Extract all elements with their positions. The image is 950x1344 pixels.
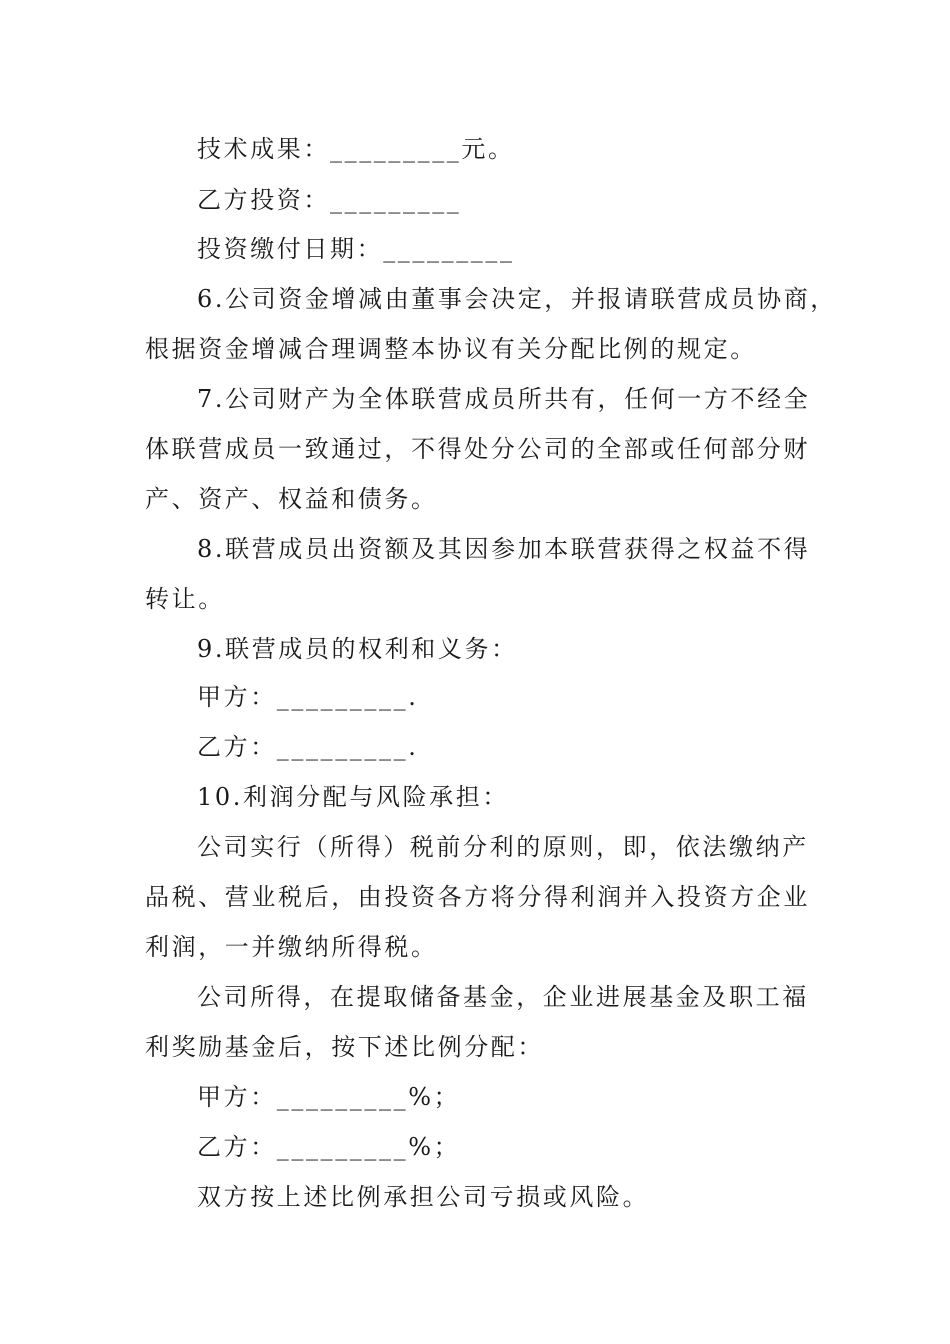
text-line-clause-7-cont: 产、资产、权益和债务。: [145, 485, 438, 513]
text-line-clause-10: 10.利润分配与风险承担：: [197, 783, 509, 811]
text-line-profit-principle: 公司实行（所得）税前分利的原则，即，依法缴纳产: [197, 833, 809, 861]
text-line-clause-8: 8.联营成员出资额及其因参加本联营获得之权益不得: [197, 535, 811, 563]
text-line-clause-6: 6.公司资金增减由董事会决定，并报请联营成员协商，: [197, 285, 837, 313]
text-line-payment-date: 投资缴付日期：_________: [197, 235, 515, 263]
text-line-clause-6-cont: 根据资金增减合理调整本协议有关分配比例的规定。: [145, 335, 757, 363]
text-line-party-b-rights: 乙方：_________.: [197, 733, 419, 761]
text-line-party-b-ratio: 乙方：_________%；: [197, 1133, 461, 1161]
text-line-tech-results: 技术成果：_________元。: [197, 135, 515, 163]
text-line-clause-8-cont: 转让。: [145, 585, 225, 613]
text-line-loss-sharing: 双方按上述比例承担公司亏损或风险。: [197, 1183, 650, 1211]
text-line-profit-principle-cont: 品税、营业税后，由投资各方将分得利润并入投资方企业: [145, 883, 810, 911]
text-line-profit-principle-cont: 利润，一并缴纳所得税。: [145, 933, 438, 961]
text-line-party-a-rights: 甲方：_________.: [197, 683, 419, 711]
text-line-profit-distribution: 公司所得，在提取储备基金，企业进展基金及职工福: [197, 983, 809, 1011]
text-line-clause-7-cont: 体联营成员一致通过，不得处分公司的全部或任何部分财: [145, 435, 810, 463]
text-line-clause-7: 7.公司财产为全体联营成员所共有，任何一方不经全: [197, 385, 811, 413]
text-line-clause-9: 9.联营成员的权利和义务：: [197, 635, 518, 663]
text-line-party-b-investment: 乙方投资：_________: [197, 186, 462, 214]
text-line-party-a-ratio: 甲方：_________%；: [197, 1083, 461, 1111]
text-line-profit-distribution-cont: 利奖励基金后，按下述比例分配：: [145, 1033, 544, 1061]
